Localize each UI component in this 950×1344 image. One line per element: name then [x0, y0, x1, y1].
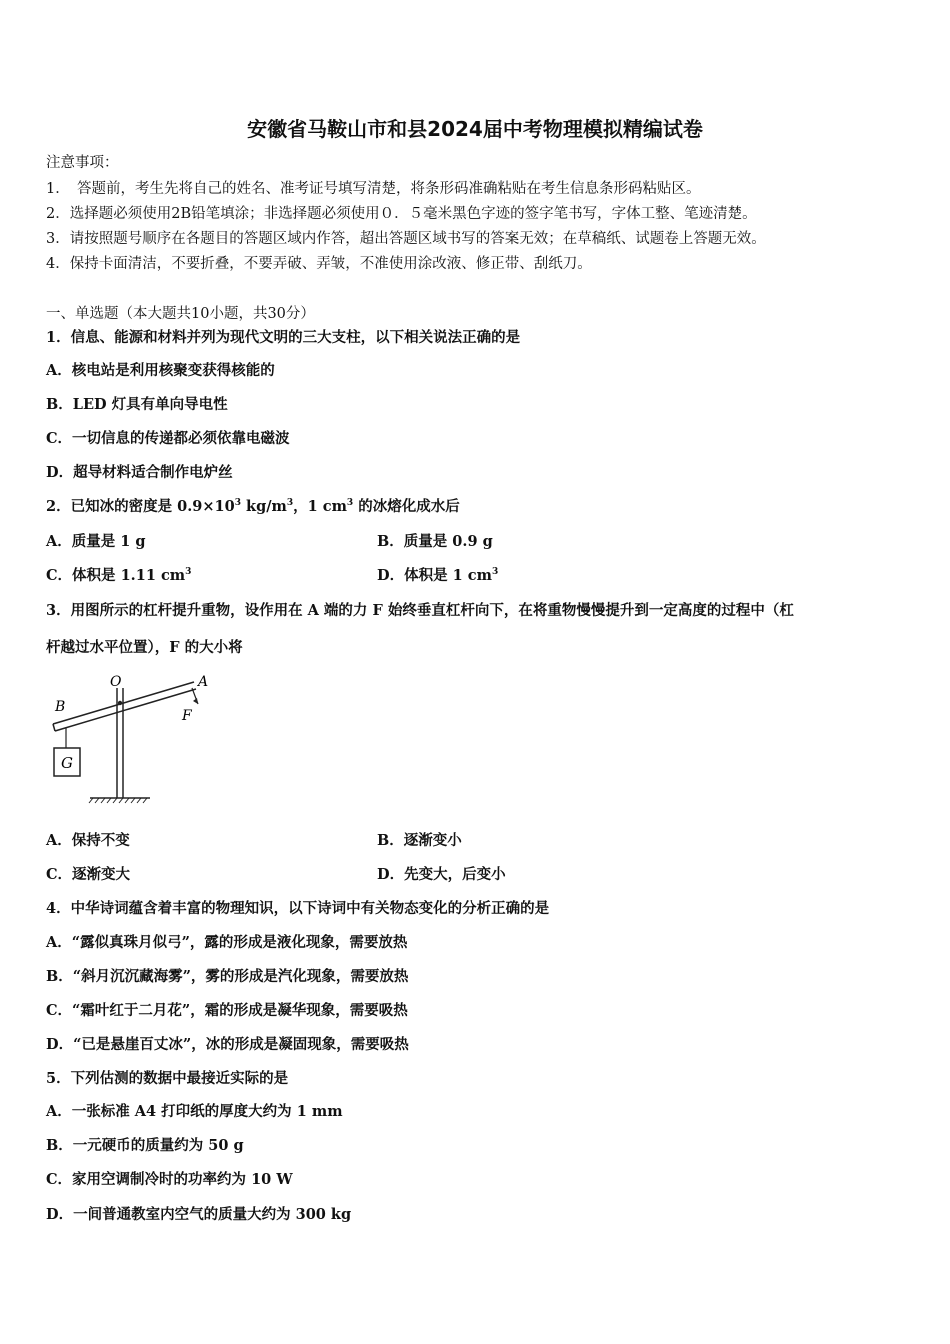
question-3-option-b: B．逐渐变小	[377, 832, 462, 849]
question-2-option-c: C．体积是 1.11 $cm^3$	[46, 567, 192, 584]
question-1-option-b: B．LED 灯具有单向导电性	[46, 396, 228, 413]
notice-item: 2．选择题必须使用2B铅笔填涂；非选择题必须使用０．５毫米黑色字迹的签字笔书写，字体工整、笔迹清楚。	[46, 206, 757, 222]
question-3-option-c: C．逐渐变大	[46, 866, 131, 883]
label-b: B	[55, 699, 66, 715]
question-3-stem-line2: 杆越过水平位置），F 的大小将	[46, 639, 243, 656]
question-5-option-b: B．一元硬币的质量约为 50 g	[46, 1137, 244, 1154]
question-5-option-c: C．家用空调制冷时的功率约为 10 W	[46, 1171, 293, 1188]
lever-arm-end	[53, 724, 55, 731]
label-o: O	[110, 674, 122, 690]
question-2-option-b: B．质量是 0.9 g	[377, 533, 493, 550]
question-5-option-a: A．一张标准 A4 打印纸的厚度大约为 1 mm	[46, 1103, 343, 1120]
question-1-option-c: C．一切信息的传递都必须依靠电磁波	[46, 430, 290, 447]
question-4-option-b: B．“斜月沉沉藏海雾”，雾的形成是汽化现象，需要放热	[46, 968, 409, 985]
question-4-stem: 4．中华诗词蕴含着丰富的物理知识，以下诗词中有关物态变化的分析正确的是	[46, 900, 550, 917]
question-5-option-d: D．一间普通教室内空气的质量大约为 300 kg	[46, 1206, 352, 1223]
question-2-option-a: A．质量是 1 g	[46, 533, 146, 550]
notice-item: 1． 答题前，考生先将自己的姓名、准考证号填写清楚，将条形码准确粘贴在考生信息条形码粘贴区。	[46, 181, 701, 197]
question-2-option-d: D．体积是 1 $cm^3$	[377, 567, 499, 584]
question-4-option-a: A．“露似真珠月似弓”，露的形成是液化现象，需要放热	[46, 934, 408, 951]
question-4-option-c: C．“霜叶红于二月花”，霜的形成是凝华现象，需要吸热	[46, 1002, 408, 1019]
question-3-option-d: D．先变大，后变小	[377, 866, 506, 883]
question-5-stem: 5．下列估测的数据中最接近实际的是	[46, 1070, 289, 1087]
question-3-option-a: A．保持不变	[46, 832, 130, 849]
question-3-stem-line1: 3．用图所示的杠杆提升重物，设作用在 A 端的力 F 始终垂直杠杆向下，在将重物慢慢提升到一定高度的过程中（杠	[46, 602, 794, 619]
page-title: 安徽省马鞍山市和县2024届中考物理模拟精编试卷	[247, 117, 703, 141]
notice-item: 3．请按照题号顺序在各题目的答题区域内作答，超出答题区域书写的答案无效；在草稿纸、试题卷上答题无效。	[46, 231, 766, 247]
question-1-option-a: A．核电站是利用核聚变获得核能的	[46, 362, 275, 379]
pivot-point	[118, 701, 122, 705]
question-1-stem: 1．信息、能源和材料并列为现代文明的三大支柱，以下相关说法正确的是	[46, 329, 521, 346]
label-g: G	[61, 754, 73, 772]
question-1-option-d: D．超导材料适合制作电炉丝	[46, 464, 233, 481]
lever-figure	[46, 668, 216, 808]
question-2-stem: 2．已知冰的密度是 $0.9\times 10^3$ $kg/m^3$，1 $cm^3$ 的冰熔化成水后	[46, 498, 460, 515]
section-heading: 一、单选题（本大题共10小题，共30分）	[46, 306, 315, 322]
lever-arm-bottom	[55, 689, 196, 731]
label-a: A	[198, 674, 209, 690]
notice-item: 4．保持卡面清洁，不要折叠，不要弄破、弄皱，不准使用涂改液、修正带、刮纸刀。	[46, 256, 592, 272]
question-4-option-d: D．“已是悬崖百丈冰”，冰的形成是凝固现象，需要吸热	[46, 1036, 409, 1053]
label-f: F	[182, 708, 192, 724]
notice-heading: 注意事项：	[46, 155, 119, 171]
